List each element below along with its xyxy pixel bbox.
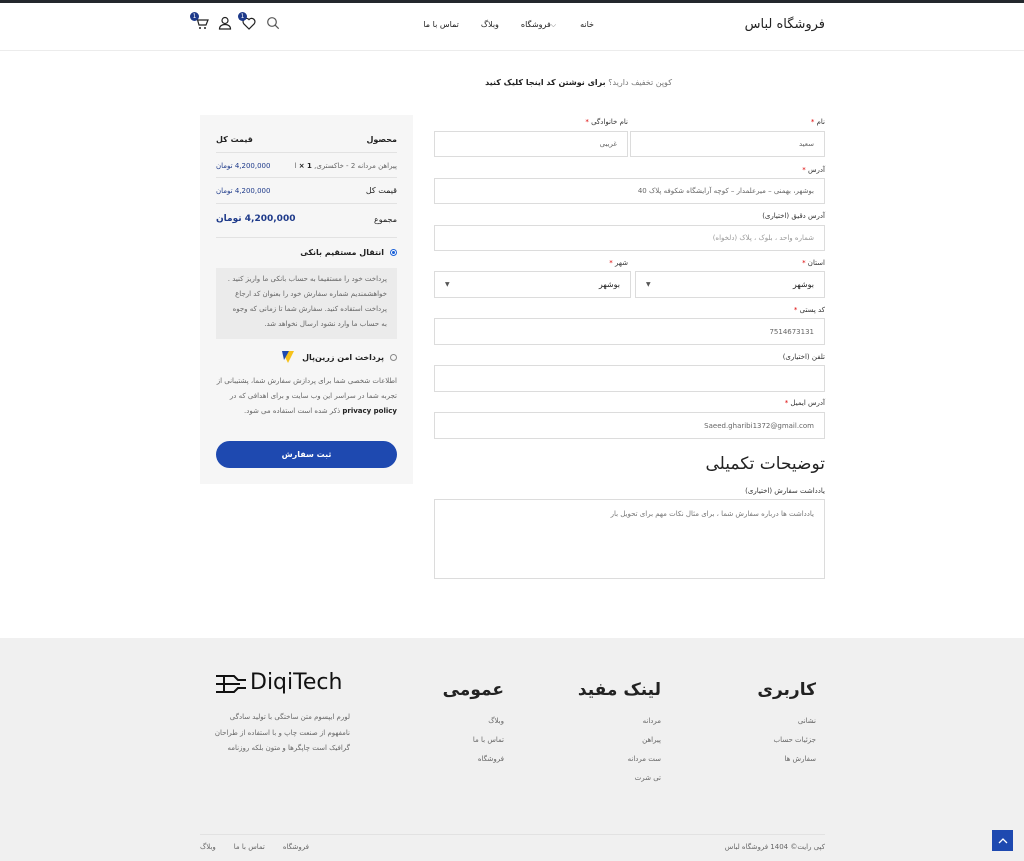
address-label-text: آدرس <box>808 166 825 174</box>
circuit-logo-icon <box>214 670 248 698</box>
footer-col-title: کاربری <box>757 680 816 700</box>
last-name-label <box>585 118 628 126</box>
nav-shop-label: فروشگاه <box>520 20 551 29</box>
footer-col-account <box>757 680 816 774</box>
footer-col-useful <box>578 680 661 793</box>
subtotal-value: 4,200,000 تومان <box>216 186 271 195</box>
email-label <box>785 399 825 407</box>
order-notes-field[interactable] <box>434 499 825 579</box>
footer-nav-shop[interactable]: فروشگاه <box>282 843 309 851</box>
divider <box>216 152 397 153</box>
required-mark: * <box>793 306 798 314</box>
site-logo[interactable]: فروشگاه لباس <box>744 17 825 32</box>
site-footer <box>0 638 1024 861</box>
pay-bank-label: انتقال مستقیم بانکی <box>300 248 384 257</box>
pay-zarinpal-option[interactable] <box>216 349 397 365</box>
site-header <box>0 3 1024 51</box>
order-header <box>216 135 397 144</box>
dropdown-arrow-icon: ▼ <box>445 281 450 288</box>
footer-link[interactable]: فروشگاه <box>477 755 504 763</box>
item-qty: × 1 <box>298 162 312 170</box>
total-row <box>216 214 397 224</box>
divider <box>216 203 397 204</box>
dropdown-arrow-icon: ▼ <box>646 281 651 288</box>
footer-link[interactable]: وبلاگ <box>488 717 504 725</box>
heart-icon[interactable] <box>241 15 257 31</box>
divider <box>216 177 397 178</box>
state-label-text: استان <box>807 259 825 267</box>
chevron-up-icon <box>998 837 1008 844</box>
extra-info-title: توضیحات تکمیلی <box>705 454 825 474</box>
scroll-to-top-button[interactable] <box>992 830 1013 851</box>
radio-unselected[interactable] <box>390 354 397 361</box>
required-mark: * <box>802 259 806 267</box>
required-mark: * <box>810 118 815 126</box>
phone-field[interactable] <box>434 365 825 392</box>
header-icons <box>193 15 281 31</box>
col-total: قیمت کل <box>216 135 253 144</box>
address2-field[interactable]: شماره واحد ، بلوک ، پلاک (دلخواه) <box>434 225 825 251</box>
required-mark: * <box>802 166 806 174</box>
footer-link[interactable]: جزئیات حساب <box>773 736 816 744</box>
order-notes-label: یادداشت سفارش (اختیاری) <box>745 487 825 495</box>
nav-blog[interactable]: وبلاگ <box>480 20 499 29</box>
footer-nav-contact[interactable]: تماس با ما <box>233 843 265 851</box>
privacy-text <box>216 374 397 419</box>
city-label <box>609 259 628 267</box>
pay-bank-description: پرداخت خود را مستقیما به حساب بانکی ما واریز کنید . خواهشمندیم شماره سفارش خود را بعنوان کد ارجاع پرداخت استفاده کنید. سفارش شما تا زمانی که وجوه به حساب ما وارد نشود ارسال نخواهد شد. <box>216 268 397 339</box>
footer-nav <box>200 843 309 851</box>
item-name: پیراهن مردانه 2 - خاکستری, l <box>294 162 397 170</box>
order-item-name <box>295 162 397 170</box>
brand-description: لورم ایپسوم متن ساختگی با تولید سادگی نامفهوم از صنعت چاپ و با استفاده از طراحان گرافیک است چاپگرها و متون بلکه روزنامه <box>214 713 350 752</box>
search-icon[interactable] <box>265 15 281 31</box>
footer-link[interactable]: نشانی <box>797 717 816 725</box>
col-product: محصول <box>366 135 397 144</box>
total-label: مجموع <box>374 214 397 224</box>
email-field[interactable]: Saeed.gharibi1372@gmail.com <box>434 412 825 439</box>
footer-divider <box>200 834 825 835</box>
coupon-question: کوپن تخفیف دارید؟ <box>608 78 672 87</box>
first-name-label <box>811 118 825 126</box>
postcode-label <box>794 306 825 314</box>
first-name-label-text: نام <box>816 118 825 126</box>
subtotal-row <box>216 186 397 195</box>
order-summary <box>200 115 413 484</box>
privacy-pre: اطلاعات شخصی شما برای پردازش سفارش شما، پشتیبانی از تجربه شما در سراسر این وب سایت و برای اهدافی که در <box>216 377 397 400</box>
footer-link[interactable]: تی شرت <box>634 774 661 782</box>
footer-link[interactable]: ست مردانه <box>627 755 661 763</box>
item-price: 4,200,000 تومان <box>216 162 271 170</box>
footer-nav-blog[interactable]: وبلاگ <box>200 843 216 851</box>
copyright: کپی رایت© 1404 فروشگاه لباس <box>724 843 825 851</box>
nav-contact[interactable]: تماس با ما <box>423 20 459 29</box>
pay-zarin-label: پرداخت امن زرین‌پال <box>302 352 384 362</box>
chevron-down-icon: ⌵ <box>550 21 557 29</box>
footer-link[interactable]: پیراهن <box>642 736 661 744</box>
last-name-label-text: نام خانوادگی <box>591 118 628 126</box>
required-mark: * <box>585 118 589 126</box>
order-item <box>216 162 397 170</box>
email-label-text: آدرس ایمیل <box>790 399 825 407</box>
privacy-policy-link[interactable]: privacy policy <box>342 407 397 415</box>
address-label <box>802 166 825 174</box>
state-label <box>802 259 825 267</box>
phone-label: تلفن (اختیاری) <box>782 353 825 361</box>
postcode-field[interactable]: 7514673131 <box>434 318 825 345</box>
cart-count-badge: 1 <box>190 12 199 21</box>
address-field[interactable]: بوشهر، بهمنی – میرعلمدار – کوچه آرایشگاه شکوفه پلاک 40 <box>434 178 825 204</box>
footer-col-title: عمومی <box>442 680 504 700</box>
footer-link[interactable]: سفارش ها <box>784 755 816 763</box>
footer-link[interactable]: مردانه <box>642 717 661 725</box>
brand-name: DiqiTech <box>250 670 343 695</box>
privacy-post: ذکر شده است استفاده می شود. <box>244 407 341 415</box>
pay-bank-option[interactable] <box>216 248 397 257</box>
coupon-link[interactable]: برای نوشتن کد اینجا کلیک کنید <box>485 78 606 87</box>
city-select[interactable] <box>434 271 631 298</box>
place-order-button[interactable]: ثبت سفارش <box>216 441 397 468</box>
postcode-label-text: کد پستی <box>799 306 825 314</box>
nav-home[interactable]: خانه <box>580 20 594 29</box>
first-name-field[interactable]: سعید <box>630 131 825 157</box>
required-mark: * <box>609 259 613 267</box>
zarinpal-logo-icon <box>280 349 296 365</box>
state-value: بوشهر <box>792 280 814 289</box>
radio-selected[interactable] <box>390 249 397 256</box>
cart-icon[interactable] <box>193 15 209 31</box>
user-icon[interactable] <box>217 15 233 31</box>
last-name-field[interactable]: غریبی <box>434 131 628 157</box>
city-label-text: شهر <box>615 259 628 267</box>
subtotal-label: قیمت کل <box>365 186 397 195</box>
nav-shop[interactable] <box>521 20 558 30</box>
wishlist-count-badge: 1 <box>238 12 247 21</box>
required-mark: * <box>784 399 789 407</box>
address2-label: آدرس دقیق (اختیاری) <box>762 212 825 220</box>
footer-col-title: لینک مفید <box>577 680 661 700</box>
footer-link[interactable]: تماس با ما <box>472 736 504 744</box>
divider <box>216 237 397 238</box>
footer-col-general <box>443 680 504 774</box>
city-value: بوشهر <box>598 280 620 289</box>
total-value: 4,200,000 تومان <box>216 214 296 224</box>
state-select[interactable] <box>635 271 825 298</box>
coupon-notice <box>485 78 672 87</box>
main-nav <box>423 20 594 30</box>
